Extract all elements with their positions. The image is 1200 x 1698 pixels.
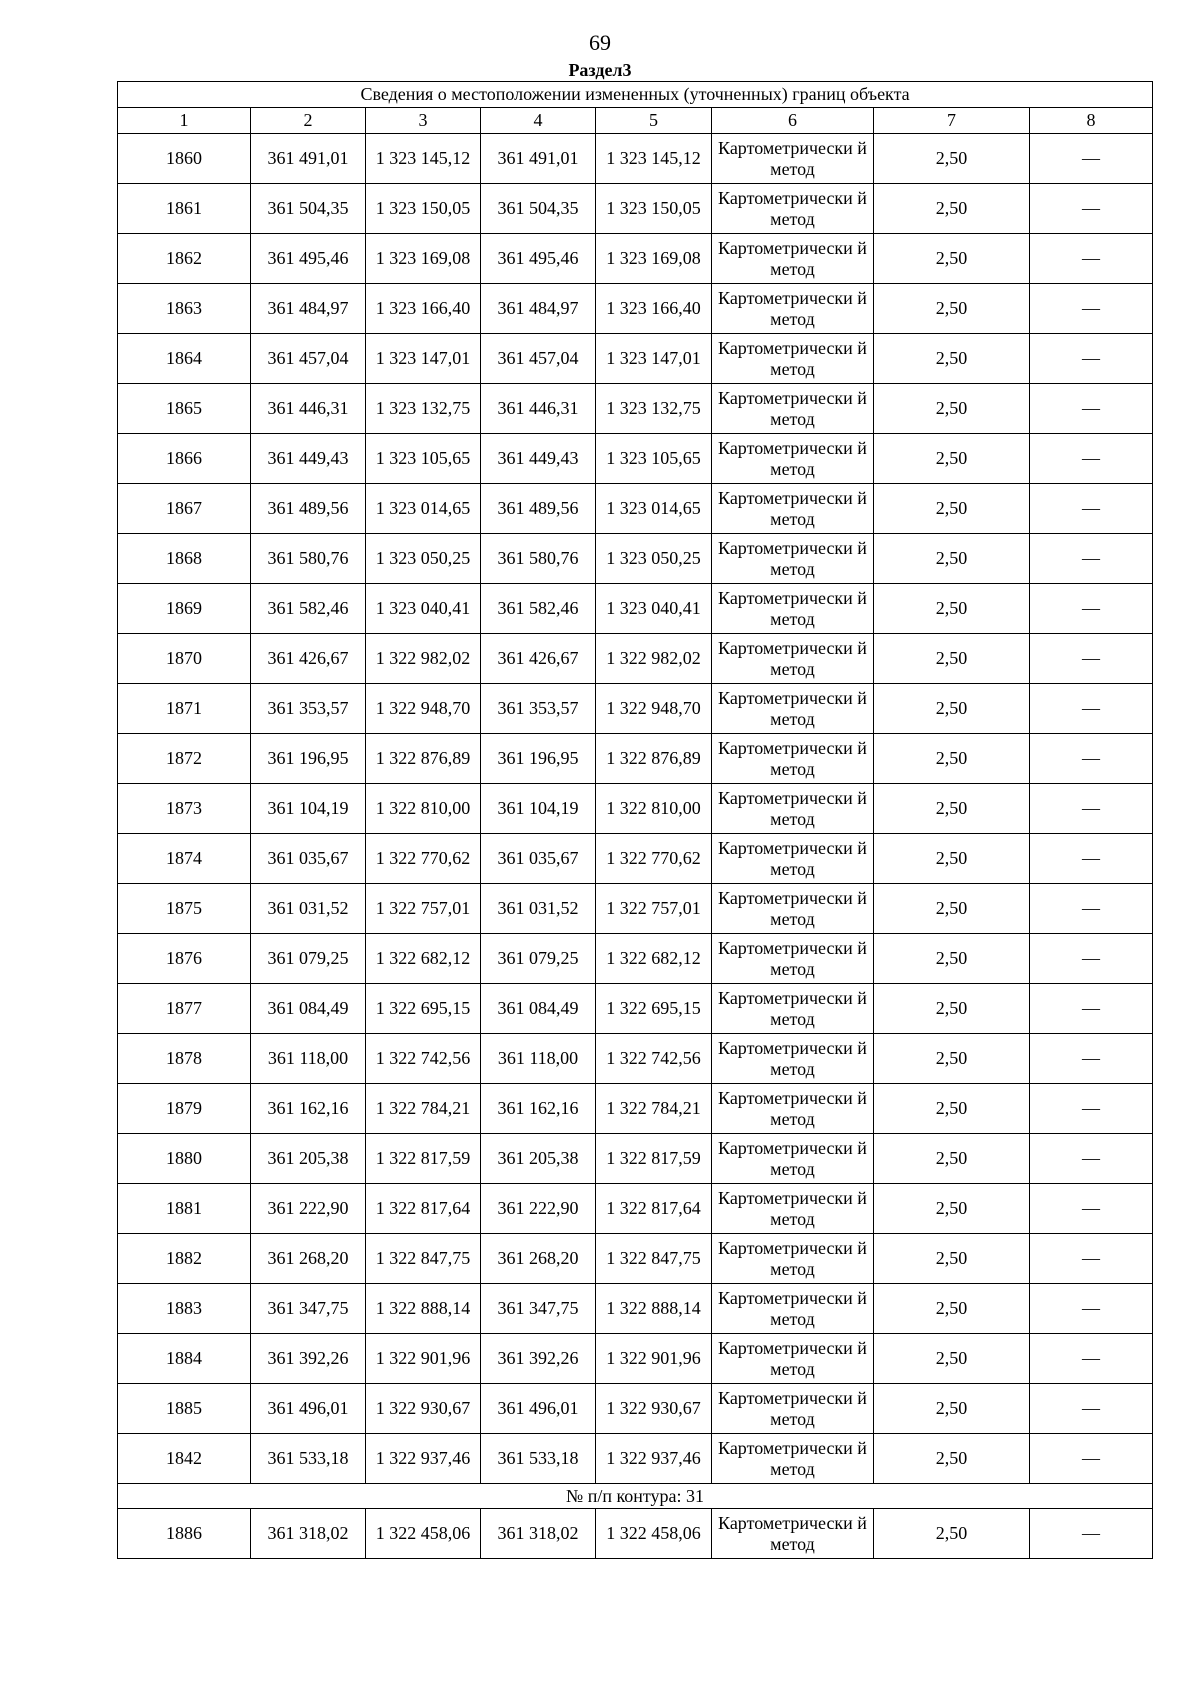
cell-accuracy: 2,50 xyxy=(874,1284,1030,1334)
cell-point-number: 1868 xyxy=(118,534,251,584)
cell-y-existing: 1 322 695,15 xyxy=(366,984,481,1034)
cell-method: Картометрически й метод xyxy=(712,384,874,434)
cell-description: — xyxy=(1030,1509,1153,1559)
cell-description: — xyxy=(1030,634,1153,684)
cell-description: — xyxy=(1030,1434,1153,1484)
cell-x-existing: 361 533,18 xyxy=(251,1434,366,1484)
cell-x-existing: 361 392,26 xyxy=(251,1334,366,1384)
table-row xyxy=(118,1234,1153,1284)
cell-method: Картометрически й метод xyxy=(712,184,874,234)
table-row xyxy=(118,1084,1153,1134)
cell-description: — xyxy=(1030,584,1153,634)
cell-point-number: 1866 xyxy=(118,434,251,484)
cell-point-number: 1870 xyxy=(118,634,251,684)
cell-y-existing: 1 322 817,59 xyxy=(366,1134,481,1184)
cell-method: Картометрически й метод xyxy=(712,634,874,684)
cell-accuracy: 2,50 xyxy=(874,184,1030,234)
cell-y-new: 1 322 901,96 xyxy=(596,1334,712,1384)
cell-accuracy: 2,50 xyxy=(874,1034,1030,1084)
cell-accuracy: 2,50 xyxy=(874,234,1030,284)
cell-point-number: 1874 xyxy=(118,834,251,884)
table-row xyxy=(118,584,1153,634)
table-row xyxy=(118,984,1153,1034)
cell-accuracy: 2,50 xyxy=(874,384,1030,434)
table-row xyxy=(118,1184,1153,1234)
cell-y-new: 1 323 166,40 xyxy=(596,284,712,334)
cell-method: Картометрически й метод xyxy=(712,434,874,484)
cell-x-existing: 361 031,52 xyxy=(251,884,366,934)
cell-y-existing: 1 322 901,96 xyxy=(366,1334,481,1384)
table-row xyxy=(118,134,1153,184)
cell-method: Картометрически й метод xyxy=(712,1234,874,1284)
cell-x-new: 361 222,90 xyxy=(481,1184,596,1234)
cell-x-existing: 361 580,76 xyxy=(251,534,366,584)
cell-y-existing: 1 323 169,08 xyxy=(366,234,481,284)
cell-point-number: 1861 xyxy=(118,184,251,234)
cell-y-existing: 1 323 132,75 xyxy=(366,384,481,434)
table-body xyxy=(118,134,1153,1559)
cell-y-new: 1 322 937,46 xyxy=(596,1434,712,1484)
cell-y-existing: 1 323 105,65 xyxy=(366,434,481,484)
cell-description: — xyxy=(1030,184,1153,234)
cell-accuracy: 2,50 xyxy=(874,1184,1030,1234)
cell-y-existing: 1 323 014,65 xyxy=(366,484,481,534)
cell-x-new: 361 457,04 xyxy=(481,334,596,384)
cell-x-existing: 361 222,90 xyxy=(251,1184,366,1234)
cell-x-new: 361 426,67 xyxy=(481,634,596,684)
cell-x-existing: 361 504,35 xyxy=(251,184,366,234)
table-row xyxy=(118,484,1153,534)
cell-method: Картометрически й метод xyxy=(712,484,874,534)
cell-accuracy: 2,50 xyxy=(874,634,1030,684)
cell-x-existing: 361 079,25 xyxy=(251,934,366,984)
cell-accuracy: 2,50 xyxy=(874,484,1030,534)
cell-y-new: 1 322 742,56 xyxy=(596,1034,712,1084)
cell-x-existing: 361 457,04 xyxy=(251,334,366,384)
cell-point-number: 1885 xyxy=(118,1384,251,1434)
cell-point-number: 1884 xyxy=(118,1334,251,1384)
cell-description: — xyxy=(1030,534,1153,584)
table-row xyxy=(118,1034,1153,1084)
cell-point-number: 1876 xyxy=(118,934,251,984)
cell-y-existing: 1 322 888,14 xyxy=(366,1284,481,1334)
column-header: 2 xyxy=(251,108,366,134)
cell-accuracy: 2,50 xyxy=(874,1084,1030,1134)
cell-method: Картометрически й метод xyxy=(712,584,874,634)
cell-x-new: 361 392,26 xyxy=(481,1334,596,1384)
cell-description: — xyxy=(1030,434,1153,484)
cell-accuracy: 2,50 xyxy=(874,584,1030,634)
table-row xyxy=(118,1384,1153,1434)
cell-x-new: 361 035,67 xyxy=(481,834,596,884)
cell-method: Картометрически й метод xyxy=(712,934,874,984)
cell-x-new: 361 533,18 xyxy=(481,1434,596,1484)
cell-y-existing: 1 322 742,56 xyxy=(366,1034,481,1084)
cell-accuracy: 2,50 xyxy=(874,784,1030,834)
cell-x-new: 361 484,97 xyxy=(481,284,596,334)
cell-x-existing: 361 347,75 xyxy=(251,1284,366,1334)
cell-accuracy: 2,50 xyxy=(874,934,1030,984)
cell-y-new: 1 322 847,75 xyxy=(596,1234,712,1284)
cell-x-new: 361 353,57 xyxy=(481,684,596,734)
table-row xyxy=(118,184,1153,234)
cell-x-new: 361 449,43 xyxy=(481,434,596,484)
table-row xyxy=(118,534,1153,584)
cell-x-new: 361 268,20 xyxy=(481,1234,596,1284)
cell-accuracy: 2,50 xyxy=(874,284,1030,334)
cell-x-new: 361 162,16 xyxy=(481,1084,596,1134)
cell-x-existing: 361 084,49 xyxy=(251,984,366,1034)
table-row xyxy=(118,734,1153,784)
cell-y-existing: 1 322 770,62 xyxy=(366,834,481,884)
table-row xyxy=(118,284,1153,334)
cell-description: — xyxy=(1030,1034,1153,1084)
cell-y-new: 1 322 930,67 xyxy=(596,1384,712,1434)
table-row xyxy=(118,784,1153,834)
cell-y-existing: 1 323 150,05 xyxy=(366,184,481,234)
cell-accuracy: 2,50 xyxy=(874,884,1030,934)
cell-method: Картометрически й метод xyxy=(712,1384,874,1434)
cell-y-new: 1 323 145,12 xyxy=(596,134,712,184)
cell-point-number: 1883 xyxy=(118,1284,251,1334)
cell-description: — xyxy=(1030,334,1153,384)
cell-description: — xyxy=(1030,1384,1153,1434)
cell-method: Картометрически й метод xyxy=(712,1434,874,1484)
cell-y-existing: 1 322 682,12 xyxy=(366,934,481,984)
cell-description: — xyxy=(1030,384,1153,434)
cell-y-new: 1 322 458,06 xyxy=(596,1509,712,1559)
cell-method: Картометрически й метод xyxy=(712,1184,874,1234)
cell-point-number: 1862 xyxy=(118,234,251,284)
cell-y-new: 1 322 682,12 xyxy=(596,934,712,984)
cell-y-existing: 1 322 784,21 xyxy=(366,1084,481,1134)
cell-method: Картометрически й метод xyxy=(712,1284,874,1334)
cell-y-new: 1 323 150,05 xyxy=(596,184,712,234)
cell-accuracy: 2,50 xyxy=(874,434,1030,484)
cell-description: — xyxy=(1030,1334,1153,1384)
cell-point-number: 1878 xyxy=(118,1034,251,1084)
cell-x-existing: 361 484,97 xyxy=(251,284,366,334)
cell-description: — xyxy=(1030,684,1153,734)
cell-x-new: 361 495,46 xyxy=(481,234,596,284)
cell-description: — xyxy=(1030,984,1153,1034)
column-header: 3 xyxy=(366,108,481,134)
cell-point-number: 1873 xyxy=(118,784,251,834)
cell-x-existing: 361 205,38 xyxy=(251,1134,366,1184)
cell-method: Картометрически й метод xyxy=(712,134,874,184)
cell-x-existing: 361 318,02 xyxy=(251,1509,366,1559)
cell-description: — xyxy=(1030,934,1153,984)
column-header: 8 xyxy=(1030,108,1153,134)
cell-description: — xyxy=(1030,134,1153,184)
cell-x-new: 361 496,01 xyxy=(481,1384,596,1434)
cell-accuracy: 2,50 xyxy=(874,1509,1030,1559)
cell-y-existing: 1 323 166,40 xyxy=(366,284,481,334)
cell-x-new: 361 031,52 xyxy=(481,884,596,934)
cell-y-existing: 1 322 937,46 xyxy=(366,1434,481,1484)
cell-description: — xyxy=(1030,234,1153,284)
cell-y-new: 1 322 817,59 xyxy=(596,1134,712,1184)
cell-y-existing: 1 322 458,06 xyxy=(366,1509,481,1559)
cell-description: — xyxy=(1030,1134,1153,1184)
cell-y-new: 1 323 040,41 xyxy=(596,584,712,634)
table-row xyxy=(118,384,1153,434)
cell-description: — xyxy=(1030,1184,1153,1234)
cell-accuracy: 2,50 xyxy=(874,734,1030,784)
cell-point-number: 1869 xyxy=(118,584,251,634)
cell-x-existing: 361 495,46 xyxy=(251,234,366,284)
cell-description: — xyxy=(1030,834,1153,884)
cell-y-existing: 1 322 847,75 xyxy=(366,1234,481,1284)
cell-y-existing: 1 322 757,01 xyxy=(366,884,481,934)
cell-x-existing: 361 489,56 xyxy=(251,484,366,534)
table-row xyxy=(118,434,1153,484)
cell-point-number: 1877 xyxy=(118,984,251,1034)
cell-x-new: 361 318,02 xyxy=(481,1509,596,1559)
cell-accuracy: 2,50 xyxy=(874,834,1030,884)
cell-x-existing: 361 353,57 xyxy=(251,684,366,734)
cell-y-new: 1 322 982,02 xyxy=(596,634,712,684)
cell-y-new: 1 322 784,21 xyxy=(596,1084,712,1134)
cell-point-number: 1875 xyxy=(118,884,251,934)
cell-description: — xyxy=(1030,884,1153,934)
cell-x-existing: 361 196,95 xyxy=(251,734,366,784)
cell-description: — xyxy=(1030,1234,1153,1284)
table-row xyxy=(118,234,1153,284)
cell-x-new: 361 580,76 xyxy=(481,534,596,584)
cell-y-new: 1 323 050,25 xyxy=(596,534,712,584)
cell-y-new: 1 322 948,70 xyxy=(596,684,712,734)
cell-accuracy: 2,50 xyxy=(874,134,1030,184)
cell-accuracy: 2,50 xyxy=(874,1334,1030,1384)
cell-y-new: 1 323 014,65 xyxy=(596,484,712,534)
cell-x-existing: 361 104,19 xyxy=(251,784,366,834)
cell-x-new: 361 118,00 xyxy=(481,1034,596,1084)
page-number: 69 xyxy=(589,30,611,55)
cell-y-new: 1 322 810,00 xyxy=(596,784,712,834)
table-row xyxy=(118,1134,1153,1184)
cell-y-new: 1 322 817,64 xyxy=(596,1184,712,1234)
cell-method: Картометрически й метод xyxy=(712,1334,874,1384)
cell-x-existing: 361 426,67 xyxy=(251,634,366,684)
cell-point-number: 1886 xyxy=(118,1509,251,1559)
cell-x-existing: 361 268,20 xyxy=(251,1234,366,1284)
cell-point-number: 1867 xyxy=(118,484,251,534)
cell-method: Картометрически й метод xyxy=(712,1084,874,1134)
cell-x-existing: 361 491,01 xyxy=(251,134,366,184)
table-caption: Сведения о местоположении измененных (уточненных) границ объекта xyxy=(118,82,1153,108)
cell-accuracy: 2,50 xyxy=(874,1384,1030,1434)
cell-x-new: 361 196,95 xyxy=(481,734,596,784)
table-row xyxy=(118,884,1153,934)
table-row xyxy=(118,634,1153,684)
cell-accuracy: 2,50 xyxy=(874,534,1030,584)
cell-accuracy: 2,50 xyxy=(874,684,1030,734)
cell-method: Картометрически й метод xyxy=(712,534,874,584)
cell-point-number: 1863 xyxy=(118,284,251,334)
cell-x-new: 361 489,56 xyxy=(481,484,596,534)
cell-y-new: 1 322 876,89 xyxy=(596,734,712,784)
cell-accuracy: 2,50 xyxy=(874,1134,1030,1184)
cell-y-existing: 1 323 147,01 xyxy=(366,334,481,384)
cell-y-new: 1 323 132,75 xyxy=(596,384,712,434)
contour-label: № п/п контура: 31 xyxy=(118,1484,1153,1509)
cell-x-new: 361 079,25 xyxy=(481,934,596,984)
cell-method: Картометрически й метод xyxy=(712,1034,874,1084)
cell-x-new: 361 205,38 xyxy=(481,1134,596,1184)
cell-description: — xyxy=(1030,284,1153,334)
cell-x-existing: 361 118,00 xyxy=(251,1034,366,1084)
cell-point-number: 1865 xyxy=(118,384,251,434)
cell-x-new: 361 104,19 xyxy=(481,784,596,834)
cell-y-existing: 1 322 982,02 xyxy=(366,634,481,684)
cell-accuracy: 2,50 xyxy=(874,1234,1030,1284)
column-header-row xyxy=(118,108,1153,134)
cell-method: Картометрически й метод xyxy=(712,1509,874,1559)
cell-x-new: 361 347,75 xyxy=(481,1284,596,1334)
cell-description: — xyxy=(1030,1284,1153,1334)
table-row xyxy=(118,684,1153,734)
cell-x-new: 361 491,01 xyxy=(481,134,596,184)
cell-description: — xyxy=(1030,1084,1153,1134)
cell-x-new: 361 084,49 xyxy=(481,984,596,1034)
cell-y-new: 1 322 695,15 xyxy=(596,984,712,1034)
cell-method: Картометрически й метод xyxy=(712,984,874,1034)
cell-method: Картометрически й метод xyxy=(712,684,874,734)
cell-method: Картометрически й метод xyxy=(712,784,874,834)
column-header: 4 xyxy=(481,108,596,134)
cell-y-new: 1 323 169,08 xyxy=(596,234,712,284)
cell-y-existing: 1 322 876,89 xyxy=(366,734,481,784)
cell-accuracy: 2,50 xyxy=(874,1434,1030,1484)
cell-x-existing: 361 446,31 xyxy=(251,384,366,434)
table-row xyxy=(118,834,1153,884)
cell-method: Картометрически й метод xyxy=(712,1134,874,1184)
cell-x-existing: 361 035,67 xyxy=(251,834,366,884)
boundary-coordinates-table xyxy=(117,81,1153,1559)
cell-x-existing: 361 496,01 xyxy=(251,1384,366,1434)
cell-y-new: 1 323 105,65 xyxy=(596,434,712,484)
cell-description: — xyxy=(1030,484,1153,534)
table-row xyxy=(118,1284,1153,1334)
cell-y-existing: 1 322 948,70 xyxy=(366,684,481,734)
cell-x-existing: 361 582,46 xyxy=(251,584,366,634)
cell-y-existing: 1 322 817,64 xyxy=(366,1184,481,1234)
contour-label-row xyxy=(118,1484,1153,1509)
cell-y-existing: 1 323 040,41 xyxy=(366,584,481,634)
cell-point-number: 1879 xyxy=(118,1084,251,1134)
cell-y-existing: 1 322 810,00 xyxy=(366,784,481,834)
table-row xyxy=(118,1509,1153,1559)
cell-accuracy: 2,50 xyxy=(874,334,1030,384)
cell-x-new: 361 582,46 xyxy=(481,584,596,634)
column-header: 7 xyxy=(874,108,1030,134)
cell-method: Картометрически й метод xyxy=(712,834,874,884)
section-title: Раздел3 xyxy=(568,60,632,80)
cell-point-number: 1880 xyxy=(118,1134,251,1184)
cell-y-new: 1 323 147,01 xyxy=(596,334,712,384)
cell-x-existing: 361 162,16 xyxy=(251,1084,366,1134)
cell-description: — xyxy=(1030,784,1153,834)
cell-y-new: 1 322 770,62 xyxy=(596,834,712,884)
table-row xyxy=(118,1334,1153,1384)
cell-x-new: 361 446,31 xyxy=(481,384,596,434)
cell-description: — xyxy=(1030,734,1153,784)
cell-x-new: 361 504,35 xyxy=(481,184,596,234)
cell-point-number: 1882 xyxy=(118,1234,251,1284)
cell-point-number: 1864 xyxy=(118,334,251,384)
column-header: 1 xyxy=(118,108,251,134)
cell-method: Картометрически й метод xyxy=(712,734,874,784)
cell-method: Картометрически й метод xyxy=(712,334,874,384)
table-row xyxy=(118,1434,1153,1484)
table-row xyxy=(118,934,1153,984)
cell-point-number: 1872 xyxy=(118,734,251,784)
cell-point-number: 1881 xyxy=(118,1184,251,1234)
cell-point-number: 1871 xyxy=(118,684,251,734)
table-row xyxy=(118,334,1153,384)
cell-y-existing: 1 323 050,25 xyxy=(366,534,481,584)
cell-method: Картометрически й метод xyxy=(712,884,874,934)
column-header: 6 xyxy=(712,108,874,134)
cell-x-existing: 361 449,43 xyxy=(251,434,366,484)
cell-accuracy: 2,50 xyxy=(874,984,1030,1034)
cell-point-number: 1842 xyxy=(118,1434,251,1484)
cell-y-existing: 1 322 930,67 xyxy=(366,1384,481,1434)
cell-y-existing: 1 323 145,12 xyxy=(366,134,481,184)
cell-method: Картометрически й метод xyxy=(712,284,874,334)
cell-point-number: 1860 xyxy=(118,134,251,184)
cell-y-new: 1 322 757,01 xyxy=(596,884,712,934)
column-header: 5 xyxy=(596,108,712,134)
cell-y-new: 1 322 888,14 xyxy=(596,1284,712,1334)
cell-method: Картометрически й метод xyxy=(712,234,874,284)
